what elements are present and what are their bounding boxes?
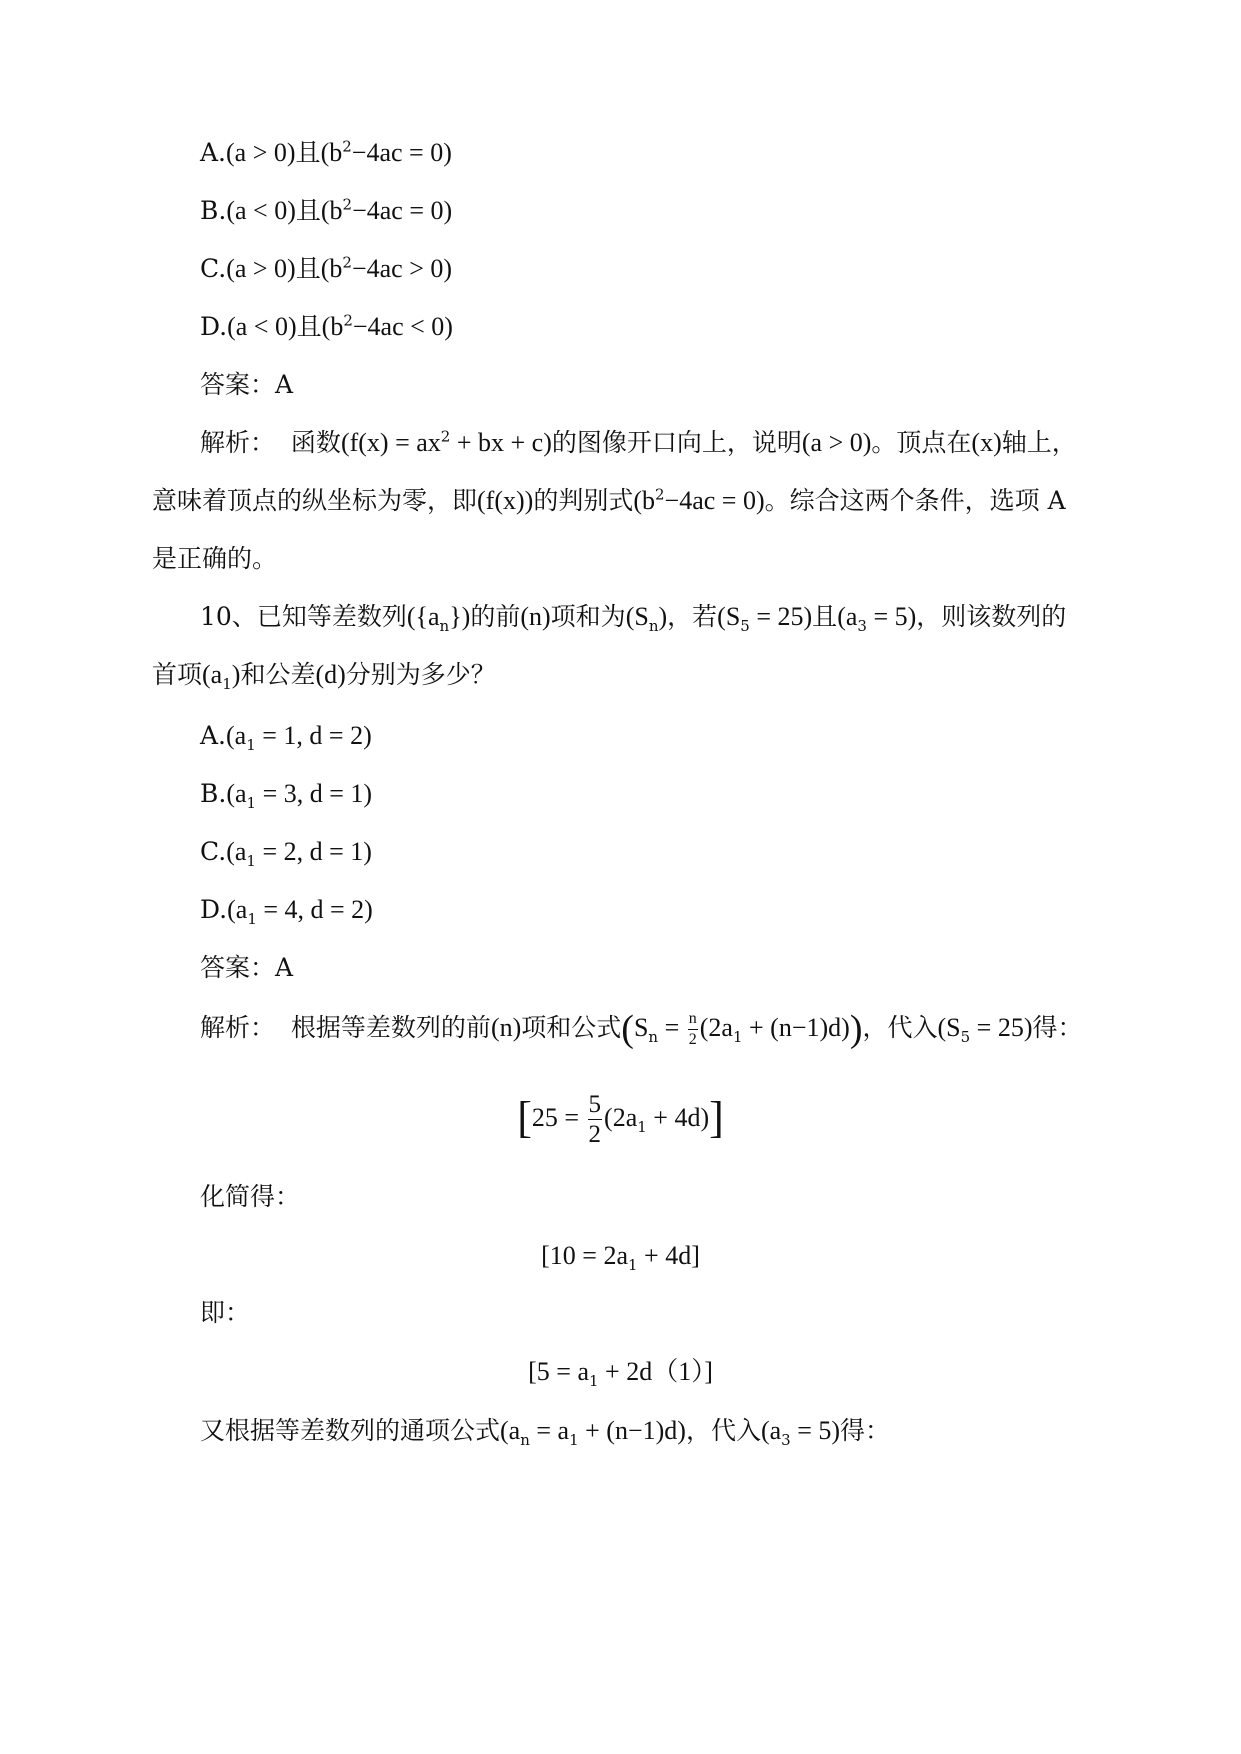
text: 得：	[1032, 1013, 1083, 1042]
math: + 2d（1）]	[598, 1357, 713, 1386]
q9-option-d	[200, 307, 453, 347]
math-sup: 2	[655, 485, 665, 504]
math: S	[633, 1013, 649, 1042]
big-paren: (	[621, 1008, 634, 1050]
math: + (n−1)d)	[578, 1416, 686, 1445]
q10-question-line2	[152, 655, 496, 695]
option-letter: B.	[200, 196, 227, 225]
math: (a	[226, 837, 247, 866]
text: 。顶点在	[871, 428, 972, 457]
math: (x)	[971, 428, 1002, 457]
q10-option-a	[200, 716, 372, 756]
text: 已知等差数列	[256, 602, 407, 631]
math-sub: 1	[247, 910, 257, 928]
math: (d)	[315, 660, 346, 689]
math: (a	[760, 1416, 782, 1445]
text: ，代入	[862, 1013, 938, 1042]
math-sub: 1	[246, 736, 256, 754]
q10-option-d	[200, 890, 373, 930]
math: (2a	[699, 1013, 733, 1042]
math: [5 = a	[528, 1357, 589, 1386]
text: 函数	[290, 428, 341, 457]
math: + bx + c)	[450, 428, 552, 457]
math: + 4d)	[646, 1103, 710, 1132]
analysis-label: 解析：	[200, 428, 276, 457]
math: (b	[320, 196, 343, 225]
fraction-denominator: 2	[588, 1121, 602, 1148]
math: (b	[320, 138, 343, 167]
fraction	[588, 1092, 603, 1147]
math-sub: 1	[222, 675, 232, 693]
math: (a	[500, 1416, 521, 1445]
math: (a > 0)	[226, 138, 296, 167]
math: (b	[633, 486, 655, 515]
text: 且	[812, 602, 838, 631]
text: 。综合这两个条件，选项 A	[764, 486, 1066, 515]
option-letter: A.	[200, 138, 227, 167]
text: 根据等差数列的前	[290, 1013, 491, 1042]
equation-2	[0, 1236, 1241, 1276]
equation-3	[0, 1352, 1241, 1392]
math: (a > 0)	[801, 428, 872, 457]
math: )	[231, 660, 241, 689]
math: (a	[227, 895, 248, 924]
equation-1	[0, 1092, 1241, 1147]
text: 项和为	[550, 602, 626, 631]
math-sub: n	[439, 617, 450, 635]
option-letter: C.	[200, 837, 227, 866]
math: (S	[625, 602, 649, 631]
math-sub: 1	[628, 1256, 638, 1274]
math-sup: 2	[342, 195, 353, 214]
math: (a	[202, 660, 223, 689]
math: (f(x))	[477, 486, 534, 515]
math: = 5)	[866, 602, 917, 631]
math: (n)	[490, 1013, 522, 1042]
fraction-numerator: n	[688, 1011, 698, 1030]
math: =	[658, 1013, 686, 1042]
option-letter: D.	[200, 895, 228, 924]
math: (b	[321, 312, 344, 341]
math: (2a	[604, 1103, 638, 1132]
math-sup: 2	[343, 311, 353, 330]
option-letter: C.	[200, 254, 227, 283]
option-letter: B.	[200, 779, 227, 808]
option-letter: A.	[200, 721, 227, 750]
big-paren: )	[849, 1008, 863, 1050]
math: [10 = 2a	[541, 1241, 628, 1270]
math: (a < 0)	[226, 196, 296, 225]
text: 又根据等差数列的通项公式	[200, 1416, 501, 1445]
math-sub: 3	[781, 1431, 791, 1449]
math: = 1, d = 2)	[255, 721, 372, 750]
math-sub: 1	[637, 1118, 647, 1136]
q9-analysis-line2	[152, 481, 1066, 521]
math-sub: 3	[857, 617, 867, 635]
fraction-numerator: 5	[588, 1091, 602, 1118]
math-sub: 5	[960, 1028, 971, 1046]
math: = 4, d = 2)	[256, 895, 373, 924]
math: = a	[529, 1416, 570, 1445]
math-sub: n	[520, 1431, 530, 1449]
math: + 4d]	[637, 1241, 700, 1270]
text: 的图像开口向上，说明	[551, 428, 802, 457]
text: 分别为多少？	[345, 660, 496, 689]
math: (a > 0)	[226, 254, 296, 283]
q10-answer: 答案：A	[200, 953, 294, 982]
q10-question-line1	[200, 597, 1066, 637]
q9-option-a	[200, 133, 452, 173]
math-sub: 1	[246, 794, 257, 812]
text: ，则该数列的	[916, 602, 1067, 631]
math: −4ac < 0)	[352, 312, 453, 341]
math: = 2, d = 1)	[255, 837, 372, 866]
math: })	[449, 602, 471, 631]
math: −4ac = 0)	[351, 138, 452, 167]
math: )	[658, 602, 668, 631]
math: (n)	[520, 602, 551, 631]
fraction-denominator: 2	[688, 1031, 697, 1048]
q9-answer: 答案：A	[200, 370, 294, 399]
math-sub: n	[648, 617, 659, 635]
math-sup: 2	[342, 137, 352, 156]
text: 意味着顶点的纵坐标为零，即	[152, 486, 478, 515]
q10-option-c	[200, 832, 372, 872]
math: = 3, d = 1)	[256, 779, 373, 808]
q10-option-b	[200, 774, 372, 814]
math: (a	[226, 721, 247, 750]
math-sub: 1	[732, 1028, 743, 1046]
math: = 5)	[790, 1416, 841, 1445]
math: (b	[320, 254, 343, 283]
math-sub: 5	[740, 617, 750, 635]
option-letter: D.	[200, 312, 228, 341]
text: 且	[296, 312, 322, 341]
math: (a < 0)	[227, 312, 297, 341]
math-sup: 2	[440, 427, 451, 446]
math: −4ac = 0)	[352, 196, 453, 225]
text: 且	[295, 138, 321, 167]
math: + (n−1)d)	[742, 1013, 850, 1042]
q9-analysis-line3: 是正确的。	[152, 544, 278, 573]
big-bracket: ]	[709, 1093, 724, 1142]
math: 25 =	[531, 1103, 586, 1132]
q10-analysis-line1	[200, 1008, 1083, 1049]
math-sup: 2	[342, 253, 352, 272]
text: 首项	[152, 660, 203, 689]
math: = 25)	[970, 1013, 1033, 1042]
math: (S	[937, 1013, 961, 1042]
text: ，代入	[685, 1416, 761, 1445]
question-number: 10、	[200, 602, 257, 631]
math: (a	[226, 779, 247, 808]
big-bracket: [	[517, 1093, 532, 1142]
analysis-label: 解析：	[200, 1013, 276, 1042]
text: 轴上，	[1001, 428, 1077, 457]
simplify-label: 化简得：	[200, 1182, 301, 1211]
text: 的前	[470, 602, 521, 631]
text: 和公差	[240, 660, 316, 689]
q9-option-c	[200, 249, 452, 289]
math-sub: 1	[569, 1431, 579, 1449]
math-sub: 1	[246, 852, 256, 870]
math: −4ac = 0)	[664, 486, 765, 515]
math: = 25)	[749, 602, 813, 631]
fraction	[688, 1011, 698, 1048]
math: −4ac > 0)	[351, 254, 453, 283]
text: ，若	[667, 602, 718, 631]
math-sub: 1	[589, 1372, 599, 1390]
text: 得：	[840, 1416, 891, 1445]
q10-analysis-last-line	[200, 1411, 890, 1451]
ji-label: 即：	[200, 1298, 251, 1327]
text: 且	[295, 196, 321, 225]
math: (S	[717, 602, 741, 631]
math-sub: n	[648, 1028, 659, 1046]
math: ({a	[406, 602, 440, 631]
text: 项和公式	[521, 1013, 622, 1042]
text: 的判别式	[533, 486, 634, 515]
q9-option-b	[200, 191, 452, 231]
math: (a	[837, 602, 858, 631]
q9-analysis-line1	[200, 423, 1077, 463]
text: 且	[295, 254, 321, 283]
math: (f(x) = ax	[340, 428, 441, 457]
